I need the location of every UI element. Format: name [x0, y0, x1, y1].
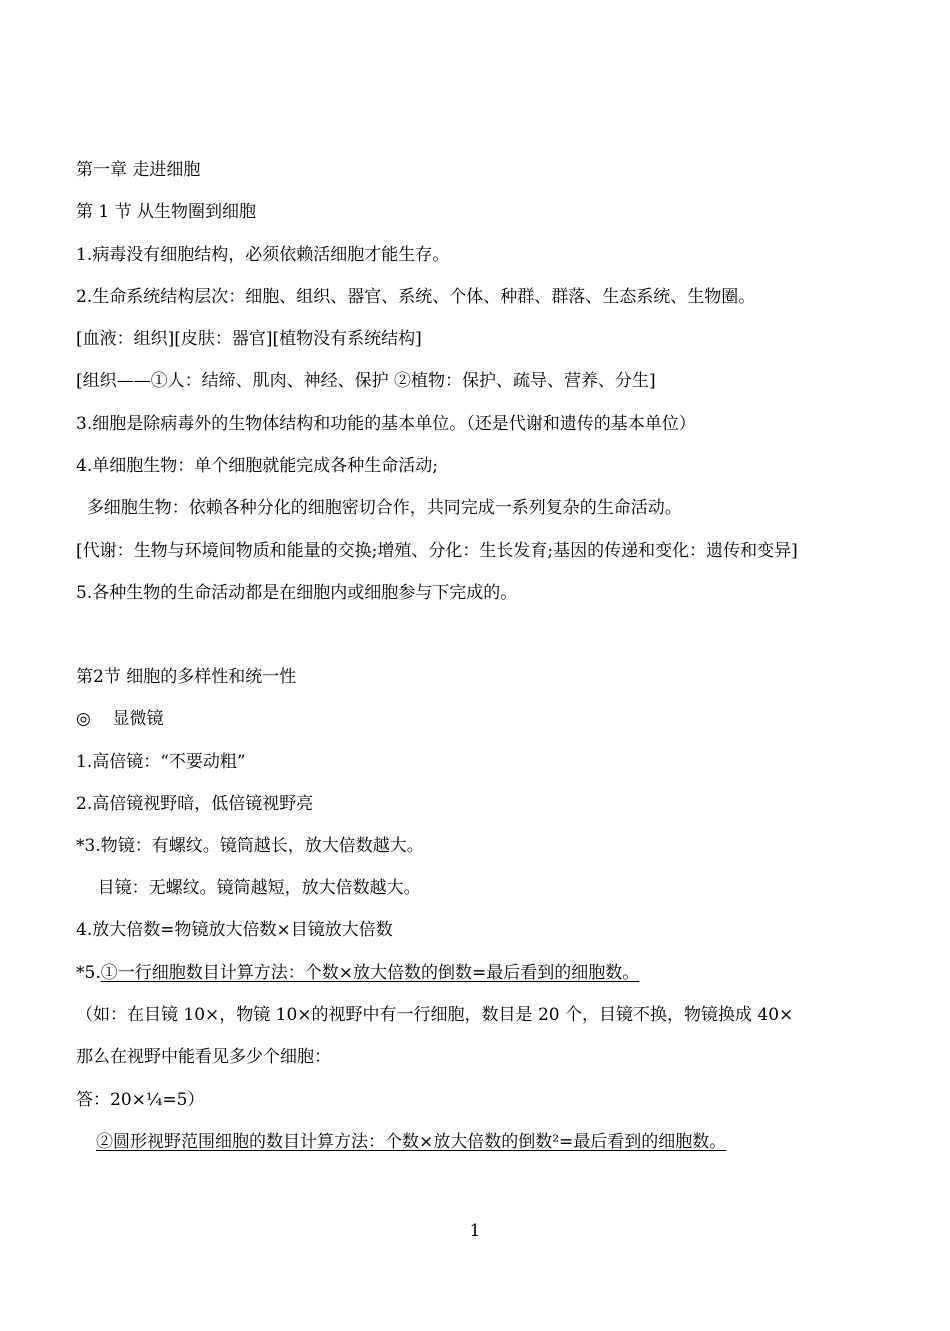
text-line: 答：20×¼=5）: [76, 1090, 205, 1110]
text-line: [代谢：生物与环境间物质和能量的交换;增殖、分化：生长发育;基因的传递和变化：遗传和变异]: [76, 541, 798, 561]
chapter-title: 第一章 走进细胞: [76, 160, 201, 180]
item-prefix: *5.: [76, 963, 101, 983]
text-line: 1.病毒没有细胞结构，必须依赖活细胞才能生存。: [76, 245, 450, 265]
text-line: （如：在目镜 10×，物镜 10×的视野中有一行细胞，数目是 20 个，目镜不换，物镜换成 40×: [76, 1005, 794, 1025]
text-line: 3.细胞是除病毒外的生物体结构和功能的基本单位。（还是代谢和遗传的基本单位）: [76, 414, 696, 434]
text-line: 目镜：无螺纹。镜筒越短，放大倍数越大。: [76, 878, 421, 898]
text-line: 4.放大倍数=物镜放大倍数×目镜放大倍数: [76, 920, 393, 940]
text-line: [血液：组织][皮肤：器官][植物没有系统结构]: [76, 329, 422, 349]
section-title: 第 1 节 从生物圈到细胞: [76, 202, 257, 222]
underlined-formula: ②圆形视野范围细胞的数目计算方法：个数×放大倍数的倒数²=最后看到的细胞数。: [96, 1132, 727, 1152]
text-line: 2.生命系统结构层次：细胞、组织、器官、系统、个体、种群、群落、生态系统、生物圈。: [76, 287, 756, 307]
page-number: 1: [469, 1221, 481, 1241]
text-line: 多细胞生物：依赖各种分化的细胞密切合作，共同完成一系列复杂的生命活动。: [76, 498, 682, 518]
text-line: 那么在视野中能看见多少个细胞：: [76, 1047, 331, 1067]
text-line: *3.物镜：有螺纹。镜筒越长，放大倍数越大。: [76, 836, 424, 856]
text-line: 1.高倍镜：“不要动粗”: [76, 752, 246, 772]
text-line: 4.单细胞生物：单个细胞就能完成各种生命活动;: [76, 456, 438, 476]
text-line: [组织——①人：结缔、肌肉、神经、保护 ②植物：保护、疏导、营养、分生]: [76, 371, 656, 391]
section-title: 第2节 细胞的多样性和统一性: [76, 667, 297, 687]
text-line: 2.高倍镜视野暗，低倍镜视野亮: [76, 794, 314, 814]
text-line: [76, 962, 639, 984]
subsection-heading: ◎ 显微镜: [76, 709, 164, 729]
text-line: 5.各种生物的生命活动都是在细胞内或细胞参与下完成的。: [76, 583, 518, 603]
underlined-formula: ①一行细胞数目计算方法：个数×放大倍数的倒数=最后看到的细胞数。: [100, 963, 640, 983]
text-line: [96, 1131, 726, 1153]
